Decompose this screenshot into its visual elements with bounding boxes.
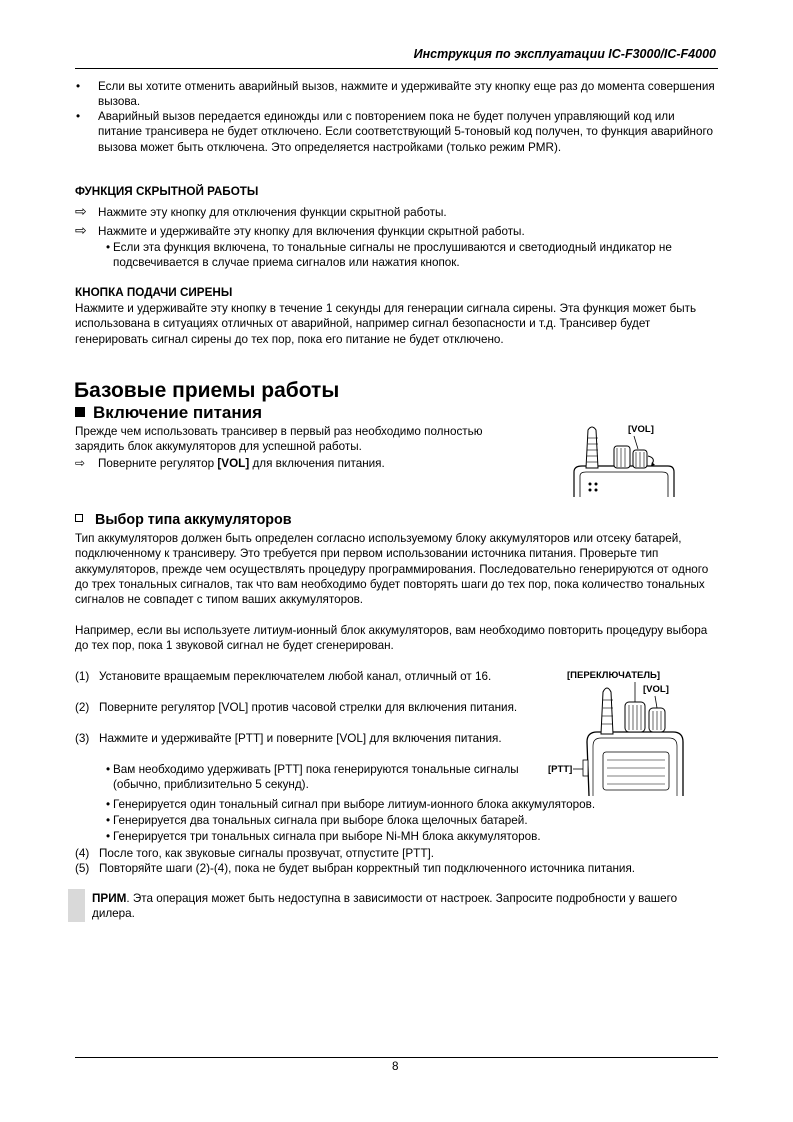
bullet-icon: • [106,763,111,776]
page-number: 8 [392,1060,399,1073]
siren-text: Нажмите и удерживайте эту кнопку в течение 1 секунды для генерации сигнала сирены. Эта функция может быть использована в ситуациях отличных от аварийной, например сигнал безопасности и т.д. Трансивер будет генерировать сигнал сирены до тех пор, пока его питание не будет отключено. [75,302,697,346]
step3-bullet-3: • Генерируется два тональных сигнала при выборе блока щелочных батарей. [106,814,528,827]
square-bullet-icon [75,407,85,417]
battery-example: Например, если вы используете литиум-ионный блок аккумуляторов, вам необходимо повторить процедуру выбора до тех пор, пока 1 звуковой сигнал не будет сгенерирован. [75,624,708,653]
battery-heading: Выбор типа аккумуляторов [75,512,292,528]
bullet-icon: • [106,814,111,827]
checkbox-square-icon [75,514,83,522]
step3-bullet-1: • Вам необходимо удерживать [PTT] пока генерируются тональные сигналы (обычно, приблизительно 5 секунд). [106,763,519,792]
siren-heading: КНОПКА ПОДАЧИ СИРЕНЫ [75,286,233,299]
section-title: Базовые приемы работы [74,379,340,402]
battery-intro: Тип аккумуляторов должен быть определен согласно используемому блоку аккумуляторов или отсеку батарей, подключенному к трансиверу. Это требуется при первом использовании источника питания. Проверьте тип аккумуляторов, прежде чем осуществлять процедуру программирования. Последовательно генерируются от одного до трех тональных сигналов, так что вам необходимо будет повторять шаги до тех пор, пока количество тональных сигналов не совпадет с типом ваших аккумуляторов. [75,532,709,607]
note-sidebar [68,889,85,922]
vol-label-2: [VOL] [643,684,669,695]
switch-label: [ПЕРЕКЛЮЧАТЕЛЬ] [567,670,660,681]
arrow-right-icon: ⇨ [75,203,87,219]
battery-step-3: (3) Нажмите и удерживайте [PTT] и поверните [VOL] для включения питания. [75,732,502,745]
running-header: Инструкция по эксплуатации IC-F3000/IC-F4000 [413,47,716,61]
radio-vol-illustration [570,422,680,497]
bullet-icon: • [76,110,81,123]
stealth-sub-bullet: • Если эта функция включена, то тональные сигналы не прослушиваются и светодиодный индикатор не подсвечивается в случае приема сигналов или нажатия кнопок. [106,241,672,270]
note: ПРИМ. Эта операция может быть недоступна в зависимости от настроек. Запросите подробности у вашего дилера. [92,892,678,921]
stealth-heading: ФУНКЦИЯ СКРЫТНОЙ РАБОТЫ [75,185,259,198]
stealth-line-2: ⇨ Нажмите и удерживайте эту кнопку для включения функции скрытной работы. [75,222,525,238]
stealth-line-1: ⇨ Нажмите эту кнопку для отключения функции скрытной работы. [75,203,447,219]
battery-step-5: (5) Повторяйте шаги (2)-(4), пока не будет выбран корректный тип подключенного источника питания. [75,862,636,875]
arrow-right-icon: ⇨ [75,222,87,238]
battery-step-2: (2) Поверните регулятор [VOL] против часовой стрелки для включения питания. [75,701,518,714]
battery-step-4: (4) После того, как звуковые сигналы прозвучат, отпустите [PTT]. [75,847,434,860]
footer-divider [75,1057,718,1058]
bullet-icon: • [76,80,81,93]
radio-body-icon [545,668,705,796]
power-heading: Включение питания [75,403,262,423]
emergency-bullet-1: • Если вы хотите отменить аварийный вызов, нажмите и удерживайте эту кнопку еще раз до момента совершения вызова. [76,80,715,109]
battery-step-1: (1) Установите вращаемым переключателем любой канал, отличный от 16. [75,670,492,683]
ptt-label: [PTT] [548,764,573,775]
bullet-icon: • [106,241,111,254]
radio-top-icon [570,422,680,497]
header-divider [75,68,718,69]
step3-bullet-4: • Генерируется три тональных сигнала при выборе Ni-MH блока аккумуляторов. [106,830,541,843]
arrow-right-icon: ⇨ [75,456,86,470]
emergency-bullet-2: • Аварийный вызов передается единожды или с повторением пока не будет получен управляющий код или питание трансивера не будет отключено. Если соответствующий 5-тоновый код получен, то функция аварийного вызова может быть отключена. Это определяется настройками (только режим PMR). [76,110,713,154]
power-text: Прежде чем использовать трансивер в первый раз необходимо полностью зарядить блок аккумуляторов для успешной работы. [75,425,483,454]
bullet-icon: • [106,830,111,843]
bullet-icon: • [106,798,111,811]
step3-bullet-2: • Генерируется один тональный сигнал при выборе литиум-ионного блока аккумуляторов. [106,798,596,811]
radio-controls-illustration [545,668,705,796]
power-step: ⇨ Поверните регулятор [VOL] для включения питания. [75,456,385,470]
vol-label: [VOL] [628,424,654,435]
